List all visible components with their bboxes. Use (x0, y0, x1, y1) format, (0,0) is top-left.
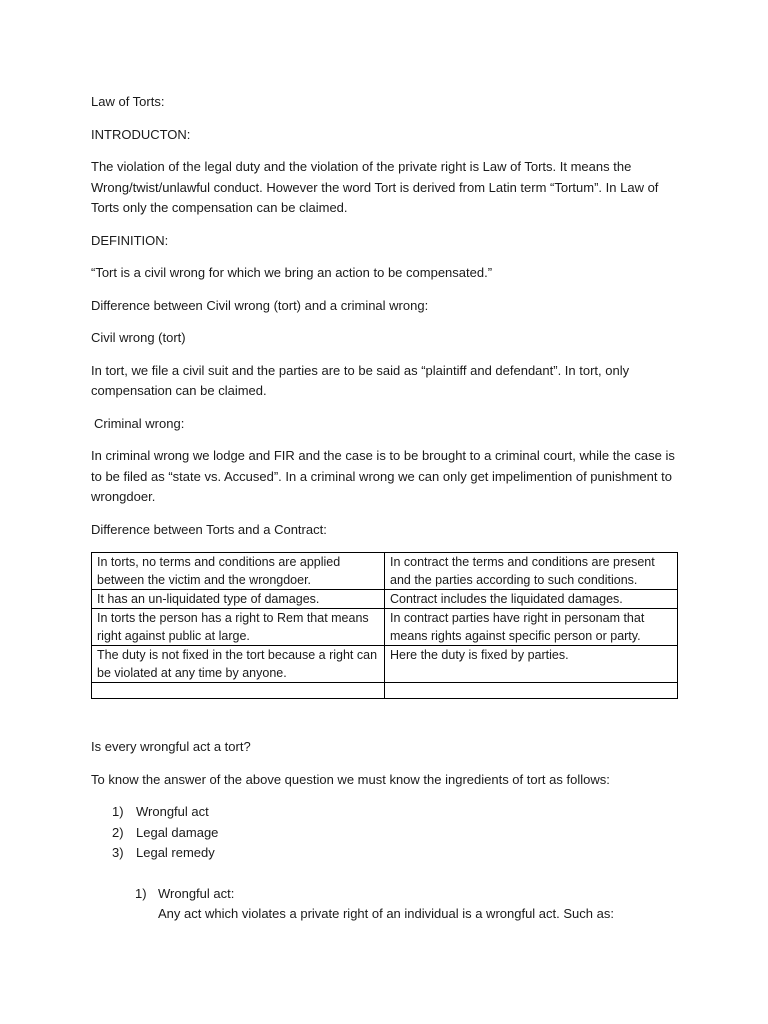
list-item-text: Legal remedy (136, 845, 215, 860)
document-title: Law of Torts: (91, 94, 165, 109)
table-cell-contract: In contract the terms and conditions are present and the parties according to such conditions. (385, 553, 678, 590)
civil-wrong-heading: Civil wrong (tort) (91, 330, 186, 345)
wrongful-act-text: Any act which violates a private right of an individual is a wrongful act. Such as: (158, 906, 614, 921)
list-item (91, 802, 681, 823)
criminal-wrong-heading: Criminal wrong: (94, 415, 185, 431)
list-item (91, 823, 681, 844)
document-body (91, 92, 681, 925)
wrongful-act-section (91, 884, 681, 925)
table-cell-contract: Here the duty is fixed by parties. (385, 646, 678, 683)
table-cell-torts: In torts the person has a right to Rem that means right against public at large. (92, 609, 385, 646)
definition-quote: “Tort is a civil wrong for which we bring an action to be compensated.” (91, 265, 493, 280)
table-cell-empty (92, 683, 385, 699)
list-item-number: 3) (112, 845, 124, 860)
sub-item-number: 1) (135, 885, 147, 901)
table-row (92, 646, 678, 683)
table-cell-torts: The duty is not fixed in the tort because a right can be violated at any time by anyone. (92, 646, 385, 683)
civil-criminal-difference-heading: Difference between Civil wrong (tort) and a criminal wrong: (91, 297, 429, 313)
intro-heading: INTRODUCTON: (91, 126, 191, 142)
list-item-text: Wrongful act (136, 804, 209, 819)
list-item-text: Legal damage (136, 824, 219, 840)
table-row (92, 590, 678, 609)
list-item-number: 2) (112, 824, 124, 840)
intro-paragraph: The violation of the legal duty and the violation of the private right is Law of Torts. It means the Wrong/twist/unlawful conduct. However the word Tort is derived from Latin term “Tortum”. In Law of Torts only the compensation can be claimed. (91, 159, 659, 215)
table-cell-contract: In contract parties have right in personam that means rights against specific person or party. (385, 609, 678, 646)
wrongful-act-heading: Wrongful act: (158, 885, 235, 901)
table-cell-contract: Contract includes the liquidated damages. (385, 590, 678, 609)
table-row (92, 553, 678, 590)
definition-heading: DEFINITION: (91, 232, 169, 248)
list-item-number: 1) (112, 804, 124, 819)
list-item (91, 843, 681, 864)
table-cell-empty (385, 683, 678, 699)
torts-contract-difference-heading: Difference between Torts and a Contract: (91, 521, 327, 537)
table-cell-torts: In torts, no terms and conditions are applied between the victim and the wrongdoer. (92, 553, 385, 590)
table-row-empty (92, 683, 678, 699)
torts-contract-table (91, 552, 678, 699)
table-cell-torts: It has an un-liquidated type of damages. (92, 590, 385, 609)
ingredients-list (91, 802, 681, 864)
table-row (92, 609, 678, 646)
criminal-wrong-paragraph: In criminal wrong we lodge and FIR and the case is to be brought to a criminal court, while the case is to be filed as “state vs. Accused”. In a criminal wrong we can only get impelimention of punishment to wrongdoer. (91, 448, 675, 504)
question-paragraph: Is every wrongful act a tort? (91, 739, 251, 754)
civil-wrong-paragraph: In tort, we file a civil suit and the parties are to be said as “plaintiff and defendant”. In tort, only compensation can be claimed. (91, 362, 630, 398)
ingredients-intro: To know the answer of the above question we must know the ingredients of tort as follows: (91, 771, 610, 787)
